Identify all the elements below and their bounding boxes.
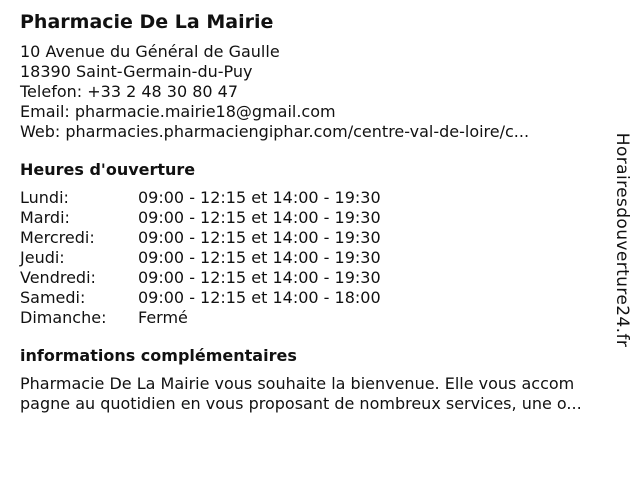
hours-row-monday — [20, 188, 610, 208]
info-line-1: Pharmacie De La Mairie vous souhaite la bienvenue. Elle vous accom — [20, 374, 575, 393]
hours-time: 09:00 - 12:15 et 14:00 - 19:30 — [138, 248, 381, 267]
hours-time: 09:00 - 12:15 et 14:00 - 19:30 — [138, 208, 381, 227]
hours-day: Vendredi: — [20, 268, 96, 287]
hours-row-tuesday — [20, 208, 610, 228]
email-line: Email: pharmacie.mairie18@gmail.com — [20, 102, 336, 121]
hours-day: Mercredi: — [20, 228, 95, 247]
address-line-2: 18390 Saint-Germain-du-Puy — [20, 62, 253, 81]
hours-day: Mardi: — [20, 208, 70, 227]
phone-line: Telefon: +33 2 48 30 80 47 — [20, 82, 239, 101]
hours-row-sunday — [20, 308, 610, 328]
hours-row-wednesday — [20, 228, 610, 248]
info-text — [20, 374, 610, 414]
pharmacy-card — [20, 10, 610, 414]
info-heading: informations complémentaires — [20, 346, 297, 365]
web-line: Web: pharmacies.pharmaciengiphar.com/centre-val-de-loire/c... — [20, 122, 530, 141]
hours-row-friday — [20, 268, 610, 288]
hours-time: 09:00 - 12:15 et 14:00 - 19:30 — [138, 268, 381, 287]
hours-heading: Heures d'ouverture — [20, 160, 196, 179]
info-line-2: pagne au quotidien en vous proposant de nombreux services, une o... — [20, 394, 582, 413]
hours-table — [20, 188, 610, 328]
hours-row-saturday — [20, 288, 610, 308]
hours-day: Samedi: — [20, 288, 86, 307]
hours-time: 09:00 - 12:15 et 14:00 - 19:30 — [138, 188, 381, 207]
hours-time: Fermé — [138, 308, 188, 327]
hours-day: Lundi: — [20, 188, 69, 207]
hours-time: 09:00 - 12:15 et 14:00 - 19:30 — [138, 228, 381, 247]
address-line-1: 10 Avenue du Général de Gaulle — [20, 42, 280, 61]
hours-time: 09:00 - 12:15 et 14:00 - 18:00 — [138, 288, 381, 307]
site-watermark — [604, 128, 640, 352]
pharmacy-name: Pharmacie De La Mairie — [20, 11, 274, 33]
site-watermark-text: Horairesdouverture24.fr — [612, 132, 633, 348]
hours-day: Jeudi: — [20, 248, 65, 267]
hours-day: Dimanche: — [20, 308, 107, 327]
hours-row-thursday — [20, 248, 610, 268]
